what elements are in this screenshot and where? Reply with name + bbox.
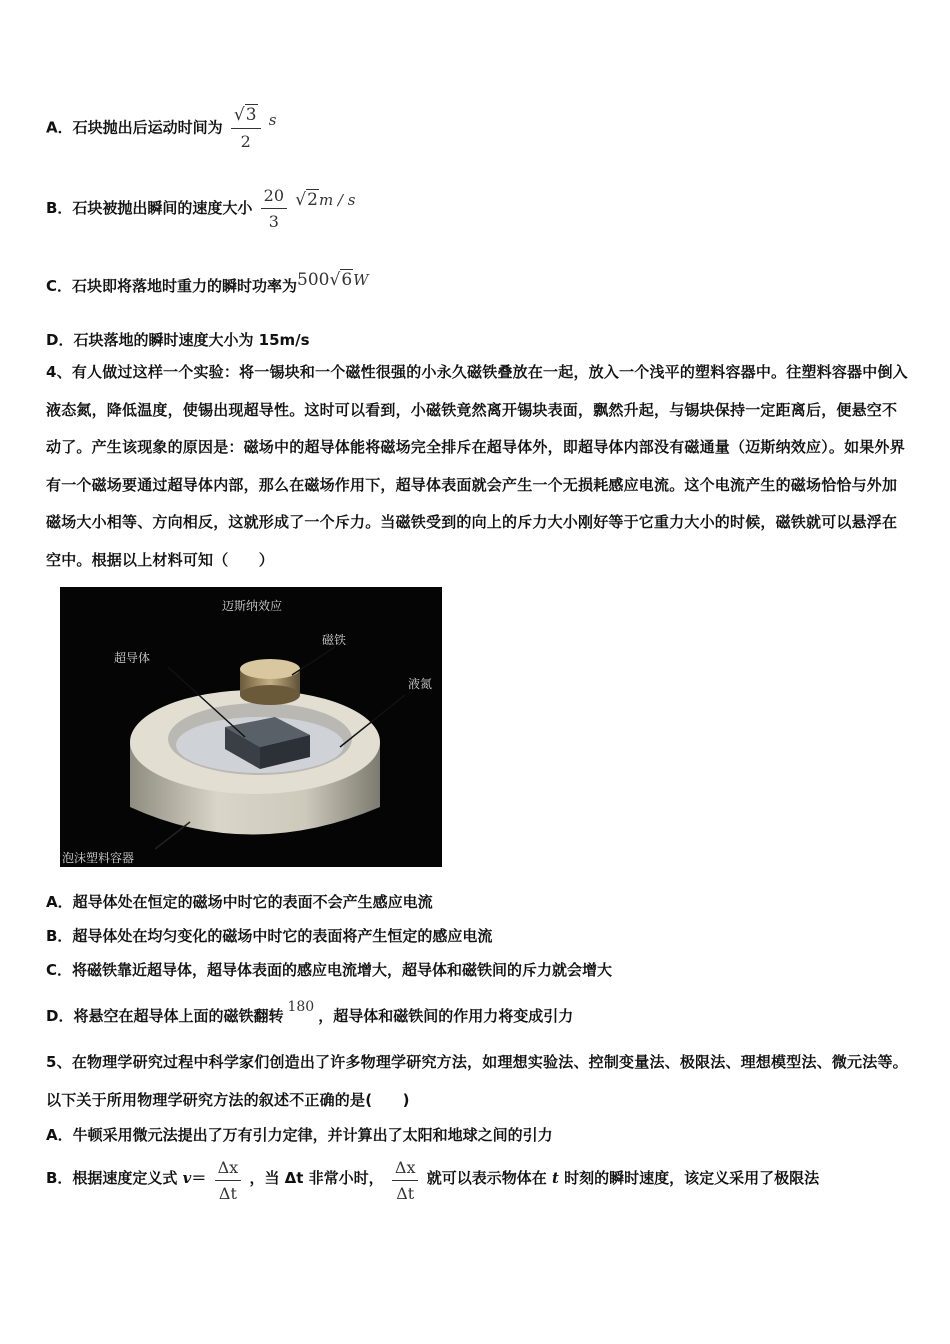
q3-option-c-text: C．石块即将落地时重力的瞬时功率为 [46,277,298,295]
q5-option-b-text3: 就可以表示物体在 [426,1169,552,1187]
q3-option-b-numerator: 20 [261,186,287,209]
q5-option-b-v: v [182,1169,192,1187]
q3-option-a-fraction: $\frac{√3}{2}$ [231,105,261,151]
q3-option-a-denominator: 2 [240,132,251,151]
magnet-top [240,659,300,679]
q3-option-d: D．石块落地的瞬时速度大小为 15m/s [46,331,310,349]
q3-option-a-text: A．石块抛出后运动时间为 [46,118,223,137]
q4-option-d-text: D．将悬空在超导体上面的磁铁翻转 [46,1007,284,1025]
fraction-2-numerator: Δx [392,1158,419,1181]
q5-option-b [46,1158,819,1203]
q5-option-b-fraction-2 [392,1158,419,1203]
figure-title: 迈斯纳效应 [222,599,283,613]
q3-option-b-text: B．石块被抛出瞬间的速度大小 [46,199,253,217]
label-superconductor: 超导体 [114,651,151,665]
q3-option-a [46,105,276,151]
fraction-1-numerator: Δx [215,1158,242,1181]
meissner-effect-figure [60,587,442,867]
q3-option-b-unit: m / s [318,191,356,209]
label-liquid-nitrogen: 液氮 [408,677,433,691]
q3-option-b-denominator: 3 [268,212,279,231]
q3-option-a-radicand: 3 [245,105,257,125]
fraction-1-denominator: Δt [218,1184,237,1203]
q5-option-b-text2: ，当 Δt 非常小时， [249,1169,384,1187]
q4-option-b: B．超导体处在均匀变化的磁场中时它的表面将产生恒定的感应电流 [46,927,493,945]
q4-option-a: A．超导体处在恒定的磁场中时它的表面不会产生感应电流 [46,893,433,911]
meissner-diagram [60,587,442,867]
fraction-2-denominator: Δt [396,1184,415,1203]
q4-option-d-angle: 180 [287,999,315,1015]
q3-option-b: B．石块被抛出瞬间的速度大小 $\frac{20}{3}$ √2m / s [46,186,356,231]
pointer-magnet [292,647,335,675]
q3-option-a-unit: s [268,110,277,129]
q3-option-c-unit: W [353,271,369,289]
q3-option-c: C．石块即将落地时重力的瞬时功率为500√6W [46,270,369,295]
label-magnet: 磁铁 [322,633,347,647]
q5-option-b-fraction-1 [215,1158,242,1203]
label-container: 泡沫塑料容器 [62,851,135,865]
q4-option-d-suffix: ，超导体和磁铁间的作用力将变成引力 [318,1007,574,1025]
q5-option-b-equals: ＝ [191,1169,207,1187]
q4-option-d [46,999,574,1026]
q4-stem: 4、有人做过这样一个实验：将一锡块和一个磁性很强的小永久磁铁叠放在一起，放入一个浅平的塑料容器中。往塑料容器中倒入液态氮，降低温度，使锡出现超导性。这时可以看到，小磁铁竟然离开锡块表面，飘然升起，与锡块保持一定距离后，便悬空不动了。产生该现象的原因是：磁场中的超导体能将磁场完全排斥在超导体外，即超导体内部没有磁通量（迈斯纳效应）。如果外界有一个磁场要通过超导体内部，那么在磁场作用下，超导体表面就会产生一个无损耗感应电流。这个电流产生的磁场恰恰与外加磁场大小相等、方向相反，这就形成了一个斥力。当磁铁受到的向上的斥力大小刚好等于它重力大小的时候，磁铁就可以悬浮在空中。根据以上材料可知（ ） [46,363,908,569]
magnet-bottom [240,685,300,705]
q5-option-b-t: t [551,1169,559,1187]
q3-option-b-fraction [261,186,287,231]
q3-option-c-coefficient: 500 [297,270,330,290]
q5-option-b-text1: B．根据速度定义式 [46,1169,183,1187]
pointer-container [155,822,190,849]
q5-option-b-text4: 时刻的瞬时速度，该定义采用了极限法 [558,1169,820,1187]
q4-option-c: C．将磁铁靠近超导体，超导体表面的感应电流增大，超导体和磁铁间的斥力就会增大 [46,961,613,979]
q3-option-c-radicand: 6 [341,270,353,290]
q3-option-b-radicand: 2 [307,190,318,210]
q5-stem: 5、在物理学研究过程中科学家们创造出了许多物理学研究方法，如理想实验法、控制变量法、极限法、理想模型法、微元法等。以下关于所用物理学研究方法的叙述不正确的是( ) [46,1053,908,1109]
q5-option-a: A．牛顿采用微元法提出了万有引力定律，并计算出了太阳和地球之间的引力 [46,1126,553,1144]
